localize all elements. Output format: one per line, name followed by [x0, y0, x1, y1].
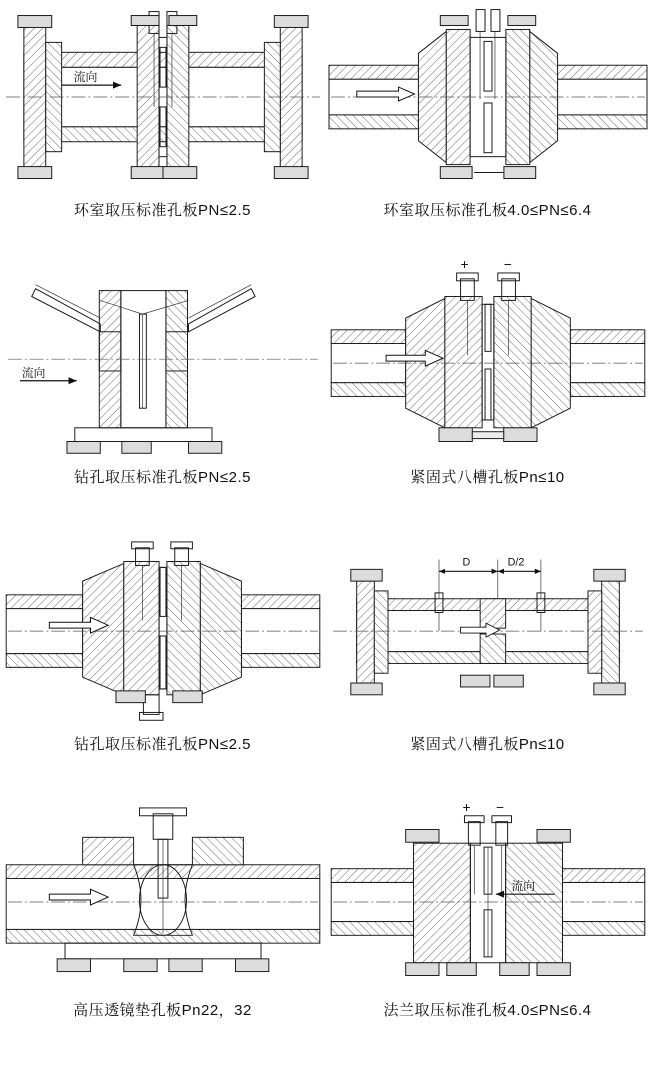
high-pressure-lens-gasket-orifice — [4, 804, 322, 1000]
figure-caption-6: 紧固式八槽孔板Pn≤10 — [410, 735, 565, 753]
figure-3-drawing — [2, 271, 323, 467]
figure-cell-5 — [0, 534, 325, 801]
figure-caption-7: 高压透镜垫孔板Pn22，32 — [73, 1002, 252, 1020]
figure-cell-6 — [325, 534, 650, 801]
dimension-d: D — [462, 555, 470, 568]
figure-caption-8: 法兰取压标准孔板4.0≤PN≤6.4 — [383, 1002, 592, 1020]
figure-cell-2 — [325, 0, 650, 267]
figure-caption-3: 钻孔取压标准孔板PN≤2.5 — [74, 468, 251, 486]
flange-tap-orifice-pn40-64 — [329, 800, 647, 1000]
tap-plus-8: + — [462, 800, 471, 816]
figure-2-drawing — [327, 4, 648, 200]
figure-6-drawing — [327, 538, 648, 734]
figure-caption-1: 环室取压标准孔板PN≤2.5 — [74, 202, 251, 219]
tap-minus-8: − — [495, 800, 504, 816]
figure-caption-5: 钻孔取压标准孔板PN≤2.5 — [74, 735, 251, 753]
figure-cell-8 — [325, 800, 650, 1067]
dimension-d-half: D/2 — [507, 555, 524, 568]
figure-caption-2: 环室取压标准孔板4.0≤PN≤6.4 — [383, 202, 592, 219]
orifice-drilled-tap-pn25 — [4, 538, 322, 734]
figure-4-drawing — [327, 256, 648, 467]
figure-cell-4 — [325, 256, 650, 534]
figure-5-drawing — [2, 538, 323, 734]
clamped-eight-groove-dimensioned — [329, 538, 647, 734]
tap-minus-4: − — [503, 256, 512, 272]
clamped-eight-groove-pn10 — [329, 256, 647, 467]
figure-8-drawing — [327, 800, 648, 1000]
figure-1-drawing — [2, 4, 323, 200]
orifice-ring-chamber-pn40-64 — [329, 7, 647, 197]
flow-label-3: 流向 — [21, 366, 45, 380]
figure-cell-7 — [0, 800, 325, 1067]
tap-plus-4: + — [460, 256, 469, 272]
figure-7-drawing — [2, 804, 323, 1000]
orifice-ring-chamber-pn25 — [4, 7, 322, 197]
figure-caption-4: 紧固式八槽孔板Pn≤10 — [410, 468, 565, 486]
flow-label-8: 流向 — [511, 880, 535, 894]
figure-cell-1 — [0, 0, 325, 267]
orifice-drilled-tap-vertical — [4, 271, 322, 467]
flow-label-1: 流向 — [73, 70, 97, 85]
figure-cell-3 — [0, 267, 325, 534]
